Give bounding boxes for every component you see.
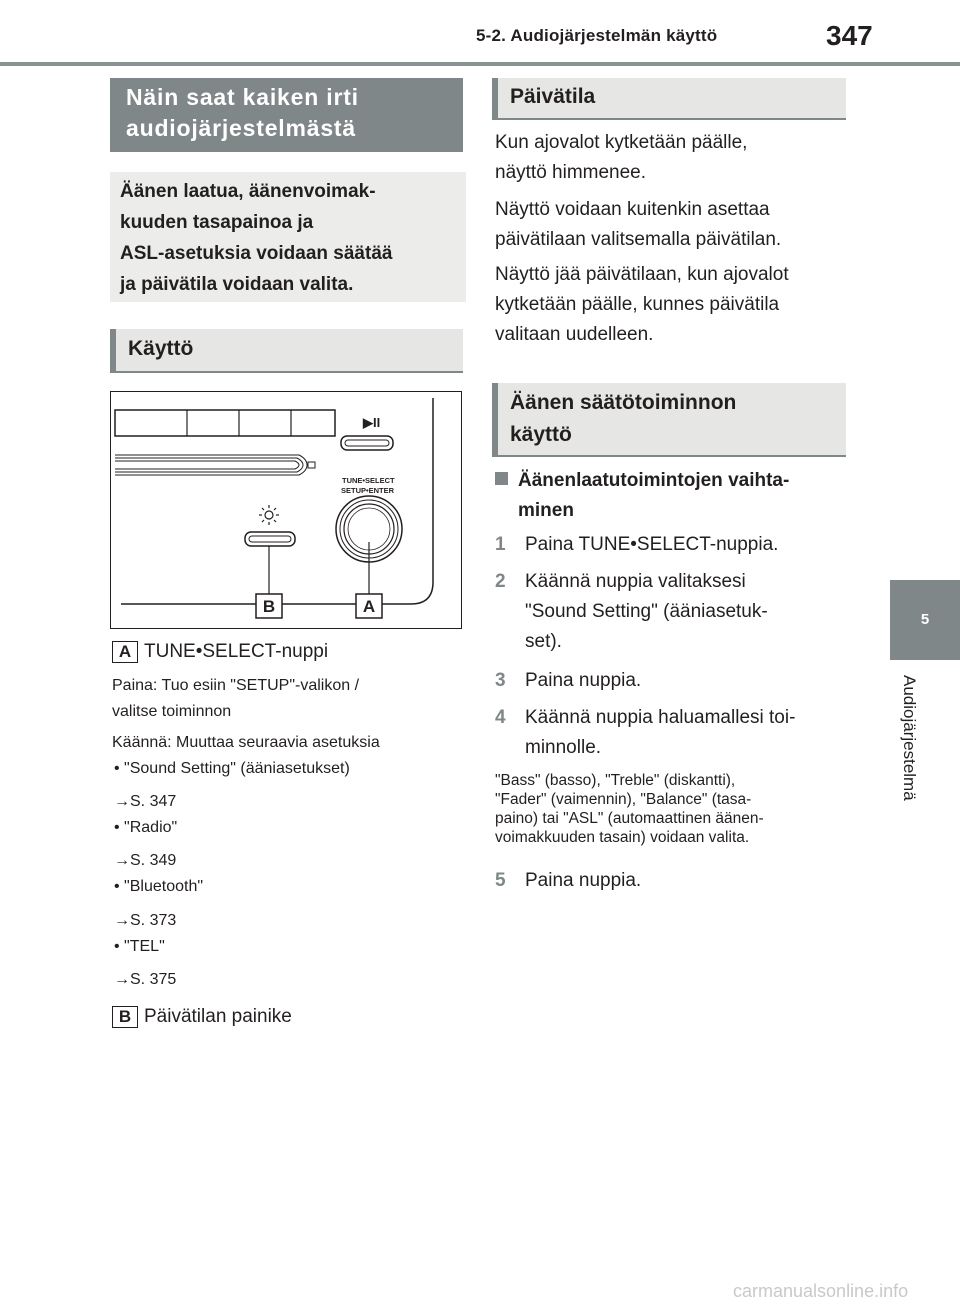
intro-line: ASL-asetuksia voidaan säätää <box>120 243 393 264</box>
note-line: "Bass" (basso), "Treble" (diskantti), <box>495 772 736 789</box>
item-a-text: TUNE•SELECT-nuppi <box>144 641 329 663</box>
step-3 <box>495 666 845 696</box>
step-line: set). <box>525 631 562 652</box>
square-bullet-icon <box>495 472 508 485</box>
para-2 <box>495 195 845 255</box>
watermark: carmanualsonline.info <box>733 1281 909 1301</box>
para-line: Näyttö voidaan kuitenkin asettaa <box>495 199 770 220</box>
chapter-tab-label: Audiojärjestelmä <box>900 675 919 801</box>
step-number: 2 <box>495 571 506 592</box>
intro-box <box>110 172 466 302</box>
note-line: voimakkuuden tasain) voidaan valita. <box>495 829 750 846</box>
step-line: minnolle. <box>525 737 602 758</box>
disc-slot <box>115 455 315 475</box>
ref-sound-setting <box>114 789 176 815</box>
subheading-line: minen <box>518 500 574 521</box>
callout-b: B <box>262 597 276 616</box>
turn-line: Käännä: Muuttaa seuraavia asetuksia <box>112 734 380 751</box>
step-line: Paina nuppia. <box>525 870 642 891</box>
para-line: kytketään päälle, kunnes päivätila <box>495 294 780 315</box>
step-line: Käännä nuppia valitaksesi <box>525 571 746 592</box>
step-1 <box>495 530 845 560</box>
para-3 <box>495 260 845 350</box>
step-line: "Sound Setting" (ääniasetuk- <box>525 601 768 622</box>
item-b-text: Päivätilan painike <box>144 1006 292 1028</box>
step-number: 4 <box>495 707 506 728</box>
sun-icon <box>259 505 279 525</box>
press-line-2: valitse toiminnon <box>112 703 232 720</box>
bullet-tel: • "TEL" <box>114 938 165 955</box>
chapter-tab-number: 5 <box>890 580 960 660</box>
bullet-sound-setting: • "Sound Setting" (ääniasetukset) <box>114 760 350 777</box>
heading-line: Äänen säätötoiminnon <box>510 391 737 414</box>
step-number: 5 <box>495 870 506 891</box>
subheading <box>495 466 789 526</box>
section-banner: Näin saat kaiken irti audiojärjestelmästä <box>110 78 463 152</box>
play-pause-button <box>341 436 393 450</box>
note <box>495 771 845 847</box>
ref-bluetooth <box>114 908 176 934</box>
step-line: Paina nuppia. <box>525 670 642 691</box>
item-a <box>112 641 328 663</box>
step-2 <box>495 567 845 657</box>
page-ref: S. 375 <box>130 971 177 988</box>
note-line: "Fader" (vaimennin), "Balance" (tasa- <box>495 791 752 808</box>
knob-caption-2: SETUP•ENTER <box>341 486 395 495</box>
callout-a: A <box>362 597 376 616</box>
page-ref: S. 373 <box>130 912 177 929</box>
arrow-icon: → <box>114 971 130 988</box>
step-5 <box>495 866 845 896</box>
page-ref: S. 349 <box>130 852 177 869</box>
step-4 <box>495 703 845 763</box>
heading-aanen <box>492 383 846 457</box>
arrow-icon: → <box>114 912 130 929</box>
header-rule <box>0 62 960 66</box>
bullet-bluetooth: • "Bluetooth" <box>114 878 204 895</box>
para-line: Kun ajovalot kytketään päälle, <box>495 132 748 153</box>
bullet-radio: • "Radio" <box>114 819 178 836</box>
play-pause-icon: ▶II <box>363 415 381 430</box>
heading-line: käyttö <box>510 423 572 446</box>
arrow-icon: → <box>114 852 130 869</box>
ref-tel <box>114 967 176 993</box>
para-line: näyttö himmenee. <box>495 162 647 183</box>
para-line: valitaan uudelleen. <box>495 324 654 345</box>
para-line: päivätilaan valitsemalla päivätilan. <box>495 229 782 250</box>
step-line: Paina TUNE•SELECT-nuppia. <box>525 534 779 555</box>
item-b <box>112 1006 292 1028</box>
note-line: paino) tai "ASL" (automaattinen äänen- <box>495 810 764 827</box>
heading-kaytto: Käyttö <box>110 329 463 373</box>
step-number: 3 <box>495 670 506 691</box>
arrow-icon: → <box>114 793 130 810</box>
para-line: Näyttö jää päivätilaan, kun ajovalot <box>495 264 789 285</box>
ref-radio <box>114 848 176 874</box>
press-line-1: Paina: Tuo esiin "SETUP"-valikon / <box>112 677 360 694</box>
page-ref: S. 347 <box>130 793 177 810</box>
intro-line: kuuden tasapainoa ja <box>120 212 314 233</box>
control-panel-figure <box>110 391 462 629</box>
heading-paivatila: Päivätila <box>492 78 846 120</box>
item-a-label: A <box>112 641 138 663</box>
section-title: 5-2. Audiojärjestelmän käyttö <box>476 26 718 45</box>
step-line: Käännä nuppia haluamallesi toi- <box>525 707 796 728</box>
intro-line: ja päivätila voidaan valita. <box>120 274 354 295</box>
para-1 <box>495 128 845 188</box>
knob-caption: TUNE•SELECT <box>342 476 395 485</box>
day-mode-button <box>245 532 295 546</box>
top-button-strip <box>115 410 335 436</box>
item-b-label: B <box>112 1006 138 1028</box>
page-number: 347 <box>826 20 873 51</box>
subheading-line: Äänenlaatutoimintojen vaihta- <box>518 470 790 491</box>
control-panel-illustration <box>111 392 461 628</box>
intro-line: Äänen laatua, äänenvoimak- <box>120 181 376 202</box>
step-number: 1 <box>495 534 506 555</box>
